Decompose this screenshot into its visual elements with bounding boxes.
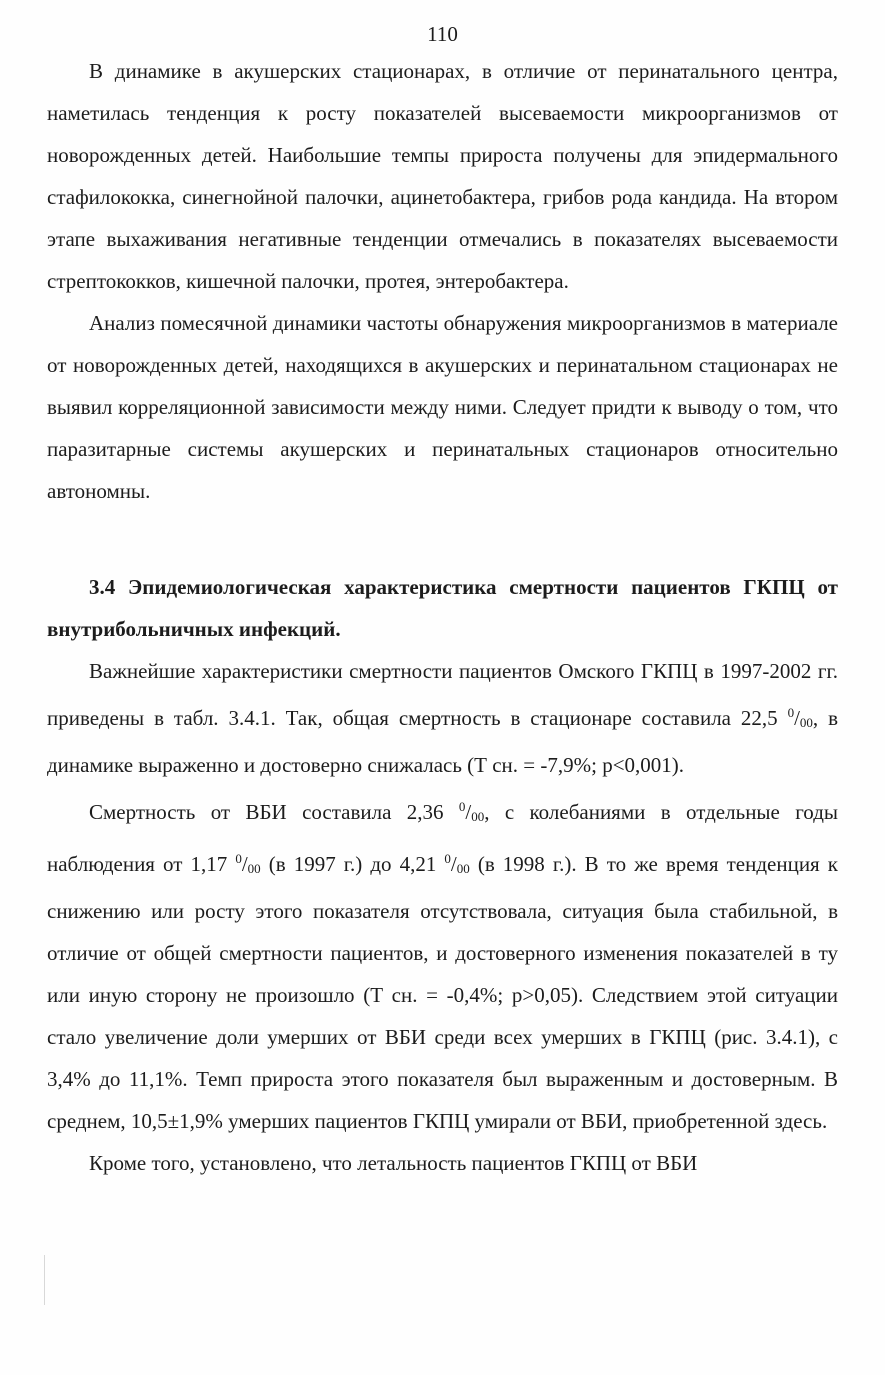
permille-unit: $^0/_{00}$ [444,851,470,876]
text-fragment: Важнейшие характеристики смертности пациентов Омского ГКПЦ в 1997-2002 гг. приведены в табл. 3.4.1. Так, общая смертность в стационаре составила 22,5 [47,659,838,730]
text-fragment: (в 1997 г.) до 4,21 [260,852,445,876]
paragraph-correlation-analysis: Анализ помесячной динамики частоты обнаружения микроорганизмов в материале от новорожденных детей, находящихся в акушерских и перинатальном стационарах не выявил корреляционной зависимости между ними. Следует придти к выводу о том, что паразитарные системы акушерских и перинатальных стационаров относительно автономны. [47,311,838,503]
text-fragment: (в 1998 г.). В то же время тенденция к снижению или росту этого показателя отсутствовала, ситуация была стабильной, в отличие от общей смертности пациентов, и достоверного изменения показателей в ту или иную сторону не произошло (Т сн. = -0,4%; p>0,05). Следствием этой ситуации стало увеличение доли умерших от ВБИ среди всех умерших в ГКПЦ (рис. 3.4.1), с 3,4% до 11,1%. Темп прироста этого показателя был выраженным и достоверным. В среднем, 10,5±1,9% умерших пациентов ГКПЦ умирали от ВБИ, приобретенной здесь. [47,852,838,1133]
paragraph-lethality: Кроме того, установлено, что летальность пациентов ГКПЦ от ВБИ [89,1151,698,1175]
paragraph-dynamics: В динамике в акушерских стационарах, в отличие от перинатального центра, наметилась тенденция к росту показателей высеваемости микроорганизмов от новорожденных детей. Наибольшие темпы прироста получены для эпидермального стафилококка, синегнойной палочки, ацинетобактера, грибов рода кандида. На втором этапе выхаживания негативные тенденции отмечались в показателях высеваемости стрептококков, кишечной палочки, протея, энтеробактера. [47,59,838,293]
document-body [47,50,838,1184]
scan-edge-line [44,1255,45,1305]
permille-unit: $^0/_{00}$ [458,799,485,824]
section-heading: 3.4 Эпидемиологическая характеристика смертности пациентов ГКПЦ от внутрибольничных инфекций. [47,575,838,641]
paragraph-vbi-mortality [47,786,838,1142]
page-number: 110 [427,22,458,46]
text-fragment: Смертность от ВБИ составила 2,36 [89,800,459,824]
permille-unit: $^0/_{00}$ [787,705,813,730]
permille-unit: $^0/_{00}$ [235,851,261,876]
text-fragment: , в динамике выраженно и достоверно снижалась (Т сн. = -7,9%; p<0,001). [47,706,839,777]
paragraph-mortality-overview [47,650,838,786]
text-fragment: , с колебаниями в отдельные годы наблюдения от 1,17 [47,800,838,876]
